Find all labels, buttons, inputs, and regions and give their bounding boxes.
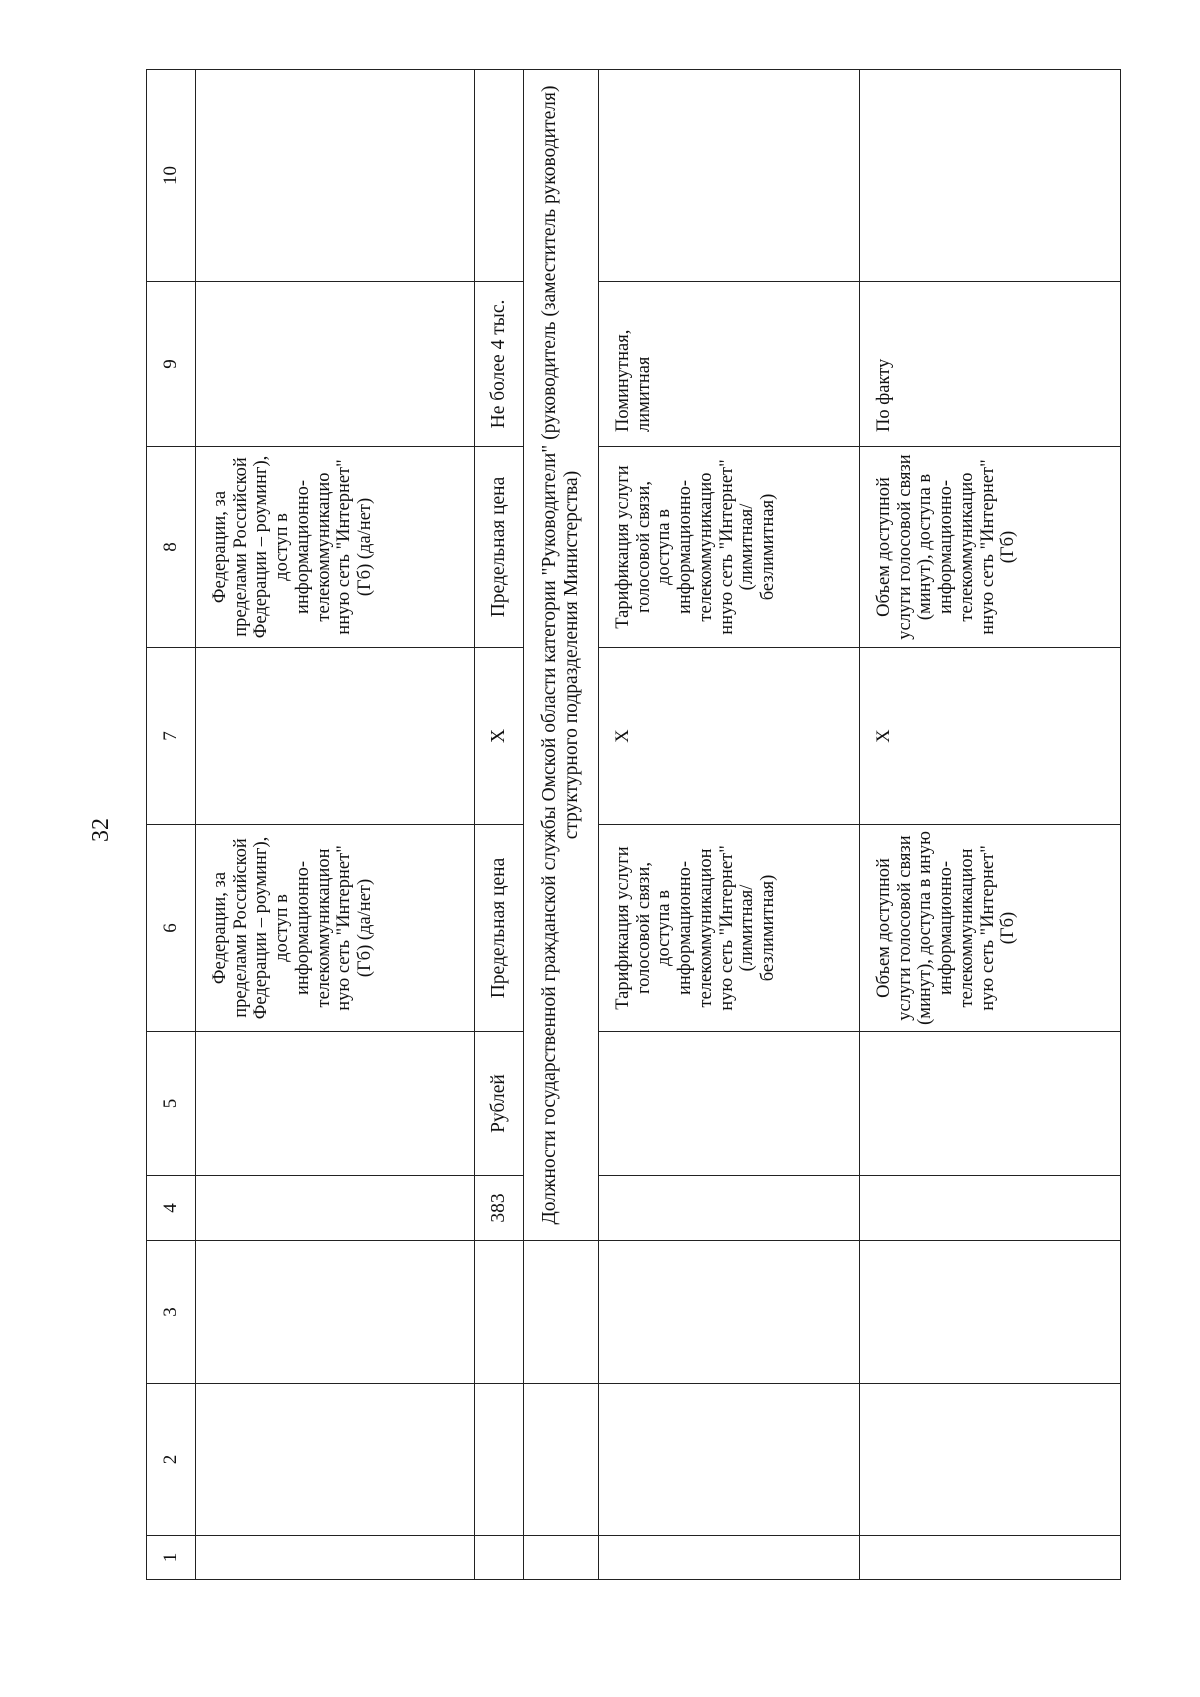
section-title: Должности государственной гражданской службы Омской области категории "Руководители" (руководитель (заместитель руководителя) структурного подразделения Министерства) — [524, 70, 599, 1241]
table-cell — [475, 70, 524, 282]
table-cell — [196, 1536, 475, 1580]
table-cell — [599, 1384, 860, 1536]
page-number: 32 — [88, 818, 114, 842]
table-row — [196, 70, 475, 1580]
rotated-table-wrapper — [146, 70, 1096, 1580]
table-cell: Тарификация услуги голосовой связи, доступа в информационно-телекоммуникацио нную сеть "Интернет" (лимитная/ безлимитная) — [599, 447, 860, 648]
header-cell: 10 — [147, 70, 196, 282]
header-cell: 6 — [147, 825, 196, 1032]
table-cell — [196, 1384, 475, 1536]
table-cell: Предельная цена — [475, 447, 524, 648]
table-cell — [524, 1384, 599, 1536]
table-cell — [599, 1536, 860, 1580]
table-cell: Х — [860, 648, 1121, 825]
table-cell — [524, 1536, 599, 1580]
table-cell — [196, 1241, 475, 1384]
norms-table — [146, 69, 1121, 1580]
header-cell: 9 — [147, 282, 196, 447]
table-cell — [599, 70, 860, 282]
table-cell — [860, 1032, 1121, 1176]
table-cell — [524, 1241, 599, 1384]
table-cell: Тарификация услуги голосовой связи, доступа в информационно-телекоммуникацион ную сеть "Интернет" (лимитная/ безлимитная) — [599, 825, 860, 1032]
table-cell: Рублей — [475, 1032, 524, 1176]
table-cell: Предельная цена — [475, 825, 524, 1032]
table-row — [475, 70, 524, 1580]
table-cell: По факту — [860, 282, 1121, 447]
section-row — [524, 70, 599, 1580]
header-cell: 1 — [147, 1536, 196, 1580]
header-row — [147, 70, 196, 1580]
table-cell — [599, 1241, 860, 1384]
header-cell: 8 — [147, 447, 196, 648]
table-cell — [196, 282, 475, 447]
table-cell — [196, 1032, 475, 1176]
header-cell: 4 — [147, 1176, 196, 1241]
table-cell — [860, 70, 1121, 282]
table-cell — [860, 1536, 1121, 1580]
table-cell: Не более 4 тыс. — [475, 282, 524, 447]
table-cell — [475, 1384, 524, 1536]
header-cell: 5 — [147, 1032, 196, 1176]
table-cell — [475, 1241, 524, 1384]
header-cell: 7 — [147, 648, 196, 825]
table-cell — [196, 648, 475, 825]
table-cell — [860, 1384, 1121, 1536]
table-cell: Федерации, за пределами Российской Федерации – роуминг), доступ в информационно-телекоммуникацио нную сеть "Интернет" (Гб) (да/нет) — [196, 447, 475, 648]
table-cell: 383 — [475, 1176, 524, 1241]
table-cell — [475, 1536, 524, 1580]
table-cell — [196, 70, 475, 282]
table-row — [599, 70, 860, 1580]
table-cell: Объем доступной услуги голосовой связи (минут), доступа в информационно-телекоммуникацио нную сеть "Интернет" (Гб) — [860, 447, 1121, 648]
table-cell — [599, 1176, 860, 1241]
table-cell: Х — [599, 648, 860, 825]
table-cell — [860, 1176, 1121, 1241]
table-cell: Федерации, за пределами Российской Федерации – роуминг), доступ в информационно-телекоммуникацион ную сеть "Интернет" (Гб) (да/нет) — [196, 825, 475, 1032]
table-cell: Поминутная, лимитная — [599, 282, 860, 447]
table-cell — [599, 1032, 860, 1176]
table-row — [860, 70, 1121, 1580]
table-cell — [860, 1241, 1121, 1384]
table-cell — [196, 1176, 475, 1241]
table-cell: Объем доступной услуги голосовой связи (минут), доступа в иную информационно-телекоммуникацион ную сеть "Интернет" (Гб) — [860, 825, 1121, 1032]
header-cell: 3 — [147, 1241, 196, 1384]
header-cell: 2 — [147, 1384, 196, 1536]
table-cell: Х — [475, 648, 524, 825]
